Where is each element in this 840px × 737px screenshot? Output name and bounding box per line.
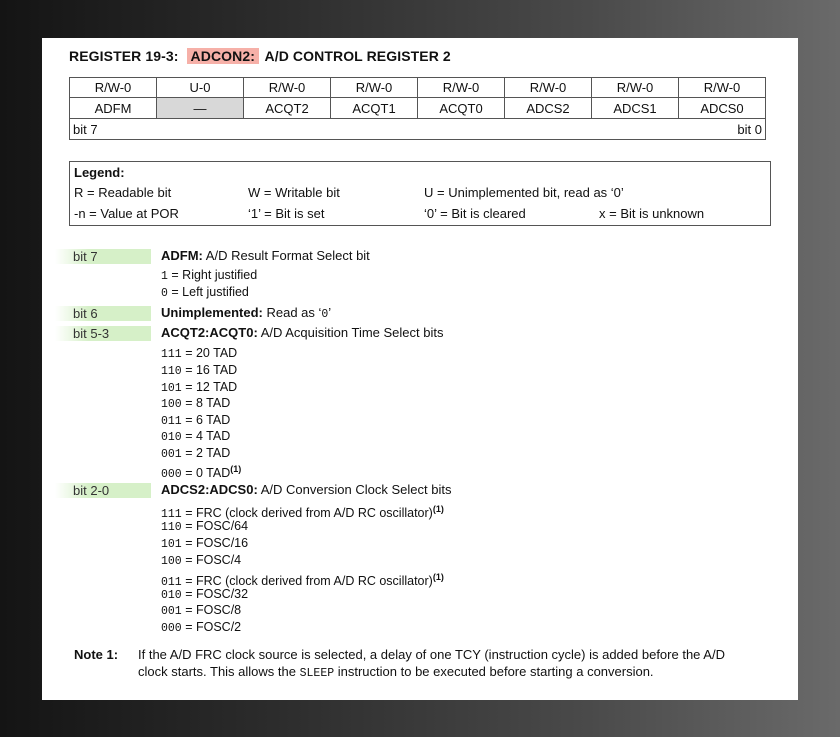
bit7-option: 1 = Right justified [161, 268, 258, 283]
bitname-bit1: ADCS1 [592, 98, 679, 119]
acqt-option: 111 = 20 TAD [161, 346, 238, 361]
acqt-option: 011 = 6 TAD [161, 413, 231, 428]
adcs-option: 111 = FRC (clock derived from A/D RC oscillator)$^{(1)}$ [161, 504, 444, 522]
legend-cleared: ‘0’ = Bit is cleared [424, 206, 526, 221]
legend-readable: R = Readable bit [74, 185, 172, 200]
bitname-bit5: ACQT2 [244, 98, 331, 119]
register-number: REGISTER 19-3: [69, 48, 179, 64]
bit7-option: 0 = Left justified [161, 285, 249, 300]
access-bit2: R/W-0 [505, 78, 592, 98]
bitname-bit2: ADCS2 [505, 98, 592, 119]
bit7-description [161, 248, 370, 263]
acqt-option: 110 = 16 TAD [161, 363, 238, 378]
bitname-bit0: ADCS0 [679, 98, 766, 119]
acqt-option: 101 = 12 TAD [161, 380, 238, 395]
adcs-option: 110 = FOSC/64 [161, 519, 249, 534]
bit7-desc-text: A/D Result Format Select bit [205, 248, 370, 263]
footnote-text: If the A/D FRC clock source is selected, a delay of one TCY (instruction cycle) is added before the A/D clock starts. This allows the SLEEP instruction to be executed before starting a conversion. [138, 647, 725, 680]
adcs-option: 101 = FOSC/16 [161, 536, 249, 551]
bit5-3-name: ACQT2:ACQT0: [161, 325, 258, 340]
bitname-bit7: ADFM [70, 98, 157, 119]
access-bit5: R/W-0 [244, 78, 331, 98]
access-bit3: R/W-0 [418, 78, 505, 98]
bit6-label: bit 6 [55, 306, 151, 321]
acqt-option: 001 = 2 TAD [161, 446, 231, 461]
register-description: A/D CONTROL REGISTER 2 [264, 48, 451, 64]
legend-title: Legend: [74, 165, 125, 180]
adcs-option: 010 = FOSC/32 [161, 587, 249, 602]
access-bit6: U-0 [157, 78, 244, 98]
bitname-bit3: ACQT0 [418, 98, 505, 119]
datasheet-page [42, 38, 798, 700]
bit6-name: Unimplemented: [161, 305, 263, 320]
bit7-label: bit 7 [55, 249, 151, 264]
bit5-3-label: bit 5-3 [55, 326, 151, 341]
bit5-3-description: ACQT2:ACQT0: A/D Acquisition Time Select bits [161, 325, 444, 340]
adcs-option: 100 = FOSC/4 [161, 553, 242, 568]
lsb-label: bit 0 [418, 119, 766, 140]
legend-box [69, 161, 771, 226]
register-name-highlight: ADCON2: [187, 48, 259, 64]
msb-label: bit 7 [70, 119, 418, 140]
footnote-label: Note 1: [74, 647, 119, 662]
legend-unknown: x = Bit is unknown [599, 206, 705, 221]
bit2-0-description: ADCS2:ADCS0: A/D Conversion Clock Select bits [161, 482, 452, 497]
bit2-0-name: ADCS2:ADCS0: [161, 482, 258, 497]
bitname-bit4: ACQT1 [331, 98, 418, 119]
bit2-0-label: bit 2-0 [55, 483, 151, 498]
adcs-option: 011 = FRC (clock derived from A/D RC oscillator)$^{(1)}$ [161, 572, 444, 590]
access-bit1: R/W-0 [592, 78, 679, 98]
adcs-option: 000 = FOSC/2 [161, 620, 242, 635]
register-bit-table [69, 77, 766, 140]
access-bit7: R/W-0 [70, 78, 157, 98]
legend-por: -n = Value at POR [74, 206, 179, 221]
acqt-option: 010 = 4 TAD [161, 429, 231, 444]
acqt-option: 000 = 0 TAD$^{(1)}$ [161, 464, 242, 482]
acqt-option: 100 = 8 TAD [161, 396, 231, 411]
bit6-description: Unimplemented: Read as ‘0’ [161, 305, 332, 321]
access-bit0: R/W-0 [679, 78, 766, 98]
legend-unimplemented: U = Unimplemented bit, read as ‘0’ [424, 185, 624, 200]
bit7-name: ADFM: [161, 248, 203, 263]
register-title [69, 48, 451, 64]
access-bit4: R/W-0 [331, 78, 418, 98]
adcs-option: 001 = FOSC/8 [161, 603, 242, 618]
bitname-bit6: — [157, 98, 244, 119]
legend-writable: W = Writable bit [248, 185, 340, 200]
legend-set: ‘1’ = Bit is set [248, 206, 325, 221]
